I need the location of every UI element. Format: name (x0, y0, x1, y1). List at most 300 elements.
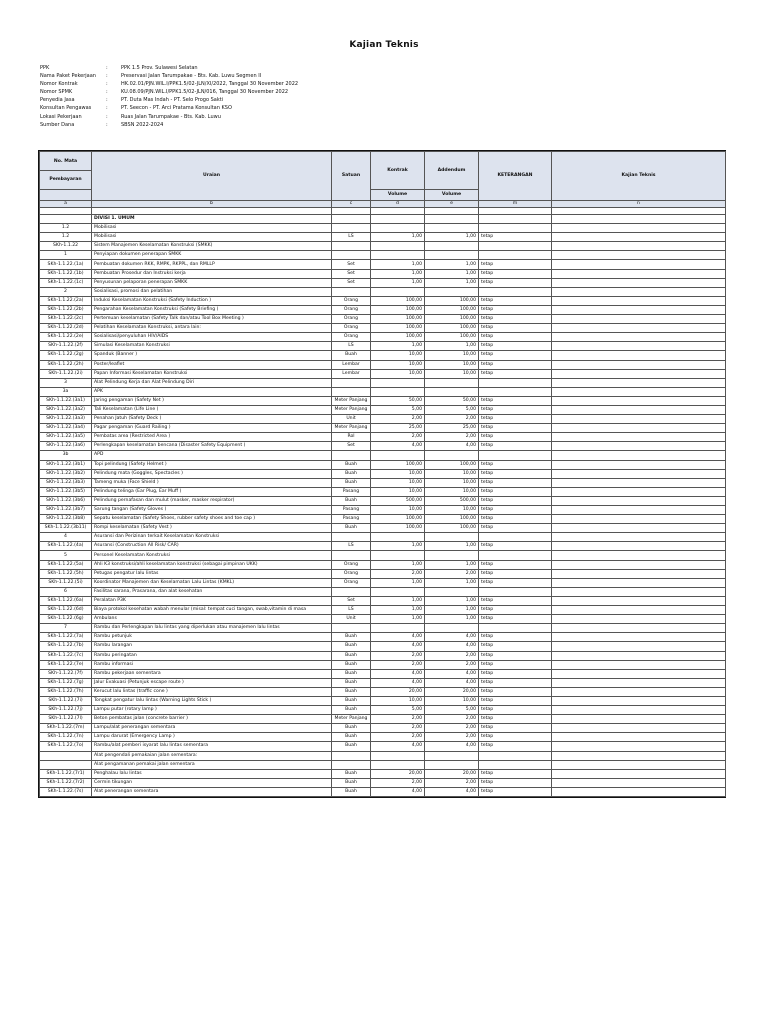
cell-keterangan: tetap (479, 742, 552, 751)
cell-satuan: Buah (332, 660, 371, 669)
cell-volume-addendum: 2,00 (425, 415, 479, 424)
meta-value: PPK 1.5 Prov. Sulawesi Selatan (121, 65, 198, 71)
cell-satuan: Buah (332, 351, 371, 360)
meta-value: HK.02.01/PJN.WIL.I/PPK1.5/02-JLN/XI/2022, Tanggal 30 November 2022 (121, 81, 299, 88)
cell-satuan: Buah (332, 706, 371, 715)
cell-uraian: Mobilisasi (92, 224, 332, 233)
table-row (40, 496, 726, 505)
cell-code: 2 (40, 287, 92, 296)
table-row (40, 342, 726, 351)
cell-code: SKh-1.1.22.(3b1) (40, 460, 92, 469)
cell-volume-kontrak: 2,00 (371, 715, 425, 724)
meta-row (40, 121, 298, 129)
cell-volume-kontrak (371, 551, 425, 560)
project-info (40, 64, 298, 129)
cell-uraian: Penyiapan dokumen penerapan SMKK (92, 251, 332, 260)
cell-volume-addendum: 10,00 (425, 696, 479, 705)
cell-code (40, 751, 92, 760)
cell-satuan: Unit (332, 615, 371, 624)
cell-volume-addendum: 2,00 (425, 715, 479, 724)
cell-code: SKh-1.1.22.(3b2) (40, 469, 92, 478)
cell-volume-addendum: 2,00 (425, 651, 479, 660)
cell-volume-kontrak (371, 215, 425, 224)
table-row (40, 569, 726, 578)
cell-volume-addendum: 100,00 (425, 524, 479, 533)
cell-code: SKh-1.1.22.(7i) (40, 696, 92, 705)
cell-code: SKh-1.1.22.(2c) (40, 315, 92, 324)
cell-volume-addendum: 2,00 (425, 660, 479, 669)
cell-satuan (332, 215, 371, 224)
cell-volume-kontrak: 10,00 (371, 369, 425, 378)
cell-satuan: Orang (332, 296, 371, 305)
cell-volume-kontrak: 2,00 (371, 569, 425, 578)
cell-satuan (332, 587, 371, 596)
cell-keterangan: tetap (479, 696, 552, 705)
cell-volume-addendum: 100,00 (425, 305, 479, 314)
meta-label: PPK (40, 65, 50, 71)
cell-volume-addendum: 20,00 (425, 769, 479, 778)
cell-volume-kontrak: 10,00 (371, 351, 425, 360)
cell-uraian: Peralatan P3K (92, 596, 332, 605)
cell-kajian-teknis (552, 760, 726, 769)
cell-uraian: Alat pengendali pemakaian jalan sementara: (92, 751, 332, 760)
cell-keterangan: tetap (479, 324, 552, 333)
cell-volume-addendum: 4,00 (425, 787, 479, 796)
cell-code: SKh-1.1.22.(7c) (40, 651, 92, 660)
cell-uraian: DIVISI 1. UMUM (92, 215, 332, 224)
cell-keterangan (479, 760, 552, 769)
meta-row (40, 88, 298, 96)
table-row (40, 696, 726, 705)
table-header-row (40, 152, 726, 171)
meta-label: Sumber Dana (40, 121, 75, 128)
cell-code: SKh-1.1.22.(3a3) (40, 415, 92, 424)
cell-satuan: Orang (332, 315, 371, 324)
cell-keterangan: tetap (479, 405, 552, 414)
cell-volume-addendum: 1,00 (425, 542, 479, 551)
cell-satuan: Buah (332, 687, 371, 696)
cell-uraian: Simulasi Keselamatan Konstruksi (92, 342, 332, 351)
cell-volume-kontrak: 20,00 (371, 687, 425, 696)
table-row (40, 487, 726, 496)
cell-kajian-teknis (552, 706, 726, 715)
cell-volume-addendum: 100,00 (425, 324, 479, 333)
cell-satuan: Buah (332, 696, 371, 705)
cell-satuan: Buah (332, 724, 371, 733)
cell-code: SKh-1.1.22.(7n) (40, 733, 92, 742)
cell-volume-addendum: 1,00 (425, 560, 479, 569)
cell-kajian-teknis (552, 678, 726, 687)
cell-satuan: LS (332, 542, 371, 551)
cell-uraian: Rambu peringatan (92, 651, 332, 660)
cell-kajian-teknis (552, 515, 726, 524)
cell-keterangan (479, 587, 552, 596)
table-row (40, 251, 726, 260)
cell-uraian: Perlengkapan keselamatan bencana (Disaster Safety Equipment ) (92, 442, 332, 451)
cell-satuan: Buah (332, 496, 371, 505)
cell-satuan: Meter Panjang (332, 424, 371, 433)
cell-code: SKh-1.1.22.(3b11) (40, 524, 92, 533)
cell-keterangan: tetap (479, 342, 552, 351)
cell-satuan: Orang (332, 569, 371, 578)
cell-kajian-teknis (552, 233, 726, 242)
cell-uraian: Pengarahan Keselamatan Konstruksi (Safety Briefing ) (92, 305, 332, 314)
cell-keterangan: tetap (479, 660, 552, 669)
cell-code: SKh-1.1.22.(7g) (40, 678, 92, 687)
table-row (40, 633, 726, 642)
cell-code: 5 (40, 551, 92, 560)
cell-kajian-teknis (552, 278, 726, 287)
cell-volume-addendum: 4,00 (425, 442, 479, 451)
table-row (40, 469, 726, 478)
meta-row (40, 80, 298, 88)
meta-colon: : (106, 81, 108, 88)
cell-keterangan: tetap (479, 778, 552, 787)
cell-code: SKh-1.1.22.(2e) (40, 333, 92, 342)
cell-code: 6 (40, 587, 92, 596)
cell-uraian: Pagar pengaman (Guard Railing ) (92, 424, 332, 433)
cell-code (40, 215, 92, 224)
cell-kajian-teknis (552, 778, 726, 787)
cell-kajian-teknis (552, 260, 726, 269)
cell-satuan: Buah (332, 469, 371, 478)
document-title: Kajian Teknis (349, 40, 419, 50)
cell-uraian: Ahli K3 konstruksi/ahli keselamatan konstruksi (sebagai pimpinan UKK) (92, 560, 332, 569)
cell-keterangan: tetap (479, 469, 552, 478)
cell-kajian-teknis (552, 696, 726, 705)
cell-volume-kontrak: 1,00 (371, 269, 425, 278)
cell-satuan (332, 242, 371, 251)
table-row (40, 787, 726, 796)
cell-volume-addendum (425, 451, 479, 460)
cell-volume-addendum: 4,00 (425, 678, 479, 687)
cell-satuan (332, 287, 371, 296)
table-row (40, 551, 726, 560)
table-row (40, 751, 726, 760)
table-row (40, 642, 726, 651)
cell-kajian-teknis (552, 433, 726, 442)
cell-uraian: Alat Pelindung Kerja dan Alat Pelindung Diri (92, 378, 332, 387)
meta-row (40, 64, 298, 72)
table-row (40, 524, 726, 533)
cell-code: SKh-1.1.22.(2b) (40, 305, 92, 314)
cell-volume-kontrak: 1,00 (371, 542, 425, 551)
table-row (40, 296, 726, 305)
table-row (40, 678, 726, 687)
cell-satuan (332, 251, 371, 260)
cell-kajian-teknis (552, 606, 726, 615)
cell-keterangan (479, 287, 552, 296)
table-row (40, 215, 726, 224)
cell-keterangan: tetap (479, 333, 552, 342)
col-header-uraian: Uraian (92, 152, 332, 201)
cell-volume-kontrak (371, 242, 425, 251)
cell-keterangan: tetap (479, 524, 552, 533)
cell-uraian: Beton pembatas jalan (concrete barrier ) (92, 715, 332, 724)
cell-volume-addendum: 1,00 (425, 278, 479, 287)
table-row (40, 242, 726, 251)
cell-uraian: Personel Keselamatan Konstruksi (92, 551, 332, 560)
cell-satuan (332, 387, 371, 396)
cell-volume-addendum (425, 378, 479, 387)
cell-satuan: Pasang (332, 515, 371, 524)
cell-kajian-teknis (552, 287, 726, 296)
cell-code: SKh-1.1.22.(2i) (40, 369, 92, 378)
table-row (40, 578, 726, 587)
meta-label: Nama Paket Pekerjaan (40, 73, 96, 80)
cell-code: SKh-1.1.22.(7h) (40, 687, 92, 696)
cell-keterangan: tetap (479, 360, 552, 369)
cell-code: SKh-1.1.22 (40, 242, 92, 251)
cell-volume-kontrak (371, 533, 425, 542)
cell-code: SKh-1.1.22.(3b8) (40, 515, 92, 524)
cell-keterangan: tetap (479, 396, 552, 405)
table-row (40, 651, 726, 660)
table-row (40, 451, 726, 460)
cell-kajian-teknis (552, 751, 726, 760)
cell-volume-kontrak (371, 751, 425, 760)
table-row (40, 515, 726, 524)
cell-volume-addendum: 5,00 (425, 706, 479, 715)
cell-satuan (332, 451, 371, 460)
cell-kajian-teknis (552, 242, 726, 251)
table-row (40, 333, 726, 342)
cell-keterangan: tetap (479, 233, 552, 242)
cell-volume-kontrak: 1,00 (371, 606, 425, 615)
cell-kajian-teknis (552, 587, 726, 596)
cell-volume-addendum: 2,00 (425, 778, 479, 787)
col-header-volume-kontrak: Volume (371, 190, 425, 201)
cell-keterangan: tetap (479, 496, 552, 505)
cell-keterangan: tetap (479, 715, 552, 724)
col-header-satuan: Satuan (332, 152, 371, 201)
cell-keterangan: tetap (479, 687, 552, 696)
cell-volume-addendum: 2,00 (425, 569, 479, 578)
cell-volume-kontrak: 100,00 (371, 324, 425, 333)
cell-satuan: LS (332, 342, 371, 351)
cell-uraian: Asuransi (Construction All Risk/ CAR) (92, 542, 332, 551)
cell-keterangan: tetap (479, 478, 552, 487)
cell-volume-kontrak: 50,00 (371, 396, 425, 405)
cell-kajian-teknis (552, 615, 726, 624)
cell-code: SKh-1.1.22.(2a) (40, 296, 92, 305)
cell-satuan: Set (332, 260, 371, 269)
cell-volume-kontrak: 1,00 (371, 578, 425, 587)
cell-keterangan: tetap (479, 442, 552, 451)
cell-code: 3b (40, 451, 92, 460)
cell-uraian: Rambu petunjuk (92, 633, 332, 642)
meta-value: Preservasi Jalan Tarumpakae - Bts. Kab. Luwu Segmen II (121, 73, 262, 80)
cell-code: SKh-1.1.22.(2h) (40, 360, 92, 369)
cell-satuan: Meter Panjang (332, 405, 371, 414)
cell-volume-kontrak: 500,00 (371, 496, 425, 505)
col-header-no-mata: No. Mata (40, 152, 92, 171)
cell-uraian: Sepatu keselamatan (Safety Shoes, rubber safety shoes and toe cap ) (92, 515, 332, 524)
cell-volume-kontrak: 100,00 (371, 524, 425, 533)
cell-volume-addendum (425, 251, 479, 260)
spacer-row (40, 208, 726, 215)
cell-volume-kontrak (371, 587, 425, 596)
cell-volume-addendum: 4,00 (425, 642, 479, 651)
cell-satuan (332, 760, 371, 769)
cell-volume-addendum: 50,00 (425, 396, 479, 405)
cell-keterangan (479, 378, 552, 387)
cell-volume-kontrak: 2,00 (371, 415, 425, 424)
cell-kajian-teknis (552, 496, 726, 505)
col-letter: d (371, 201, 425, 208)
cell-uraian: Penghalau lalu lintas (92, 769, 332, 778)
cell-satuan: Lembar (332, 369, 371, 378)
cell-kajian-teknis (552, 769, 726, 778)
cell-uraian: Tongkat pengatur lalu lintas (Warning Lights Stick ) (92, 696, 332, 705)
cell-keterangan: tetap (479, 351, 552, 360)
cell-keterangan: tetap (479, 487, 552, 496)
cell-uraian: Biaya protokol kesehatan wabah menular (misal: tempat cuci tangan, swab,vitamin di masa (92, 606, 332, 615)
cell-code: 4 (40, 533, 92, 542)
cell-volume-kontrak: 10,00 (371, 487, 425, 496)
cell-code: 3 (40, 378, 92, 387)
table-row (40, 433, 726, 442)
col-header-kontrak: Kontrak (371, 152, 425, 190)
table-row (40, 596, 726, 605)
cell-kajian-teknis (552, 342, 726, 351)
cell-code: SKh-1.1.22.(3a1) (40, 396, 92, 405)
cell-satuan: LS (332, 606, 371, 615)
cell-satuan: Pasang (332, 506, 371, 515)
col-header-blank (40, 190, 92, 201)
column-letters-row (40, 201, 726, 208)
cell-volume-kontrak (371, 624, 425, 633)
cell-uraian: Penahan Jatuh (Safety Deck ) (92, 415, 332, 424)
table-row (40, 378, 726, 387)
cell-volume-addendum: 100,00 (425, 515, 479, 524)
cell-volume-addendum (425, 387, 479, 396)
cell-keterangan: tetap (479, 506, 552, 515)
cell-satuan: Rol (332, 433, 371, 442)
cell-satuan (332, 533, 371, 542)
cell-code: SKh-1.1.22.(6d) (40, 606, 92, 615)
cell-code: SKh-1.1.22.(2g) (40, 351, 92, 360)
cell-code: SKh-1.1.22.(1c) (40, 278, 92, 287)
cell-satuan: Set (332, 269, 371, 278)
cell-code: 1 (40, 251, 92, 260)
cell-satuan: Pasang (332, 487, 371, 496)
cell-keterangan: tetap (479, 615, 552, 624)
cell-kajian-teknis (552, 224, 726, 233)
meta-row (40, 113, 298, 121)
cell-satuan: Buah (332, 733, 371, 742)
cell-volume-kontrak: 100,00 (371, 315, 425, 324)
cell-code: SKh-1.1.22.(3a2) (40, 405, 92, 414)
cell-satuan (332, 551, 371, 560)
cell-volume-addendum: 1,00 (425, 615, 479, 624)
cell-satuan: Buah (332, 778, 371, 787)
cell-volume-kontrak: 5,00 (371, 706, 425, 715)
cell-kajian-teknis (552, 624, 726, 633)
table-row (40, 769, 726, 778)
cell-kajian-teknis (552, 378, 726, 387)
cell-code: SKh-1.1.22.(2d) (40, 324, 92, 333)
cell-kajian-teknis (552, 633, 726, 642)
cell-volume-kontrak: 4,00 (371, 787, 425, 796)
table-row (40, 778, 726, 787)
col-header-pembayaran: Pembayaran (40, 171, 92, 190)
cell-volume-kontrak (371, 760, 425, 769)
table-row (40, 533, 726, 542)
cell-volume-kontrak: 2,00 (371, 651, 425, 660)
cell-volume-addendum: 1,00 (425, 269, 479, 278)
cell-keterangan (479, 251, 552, 260)
cell-volume-addendum: 10,00 (425, 506, 479, 515)
cell-keterangan (479, 624, 552, 633)
table-row (40, 760, 726, 769)
table-row (40, 315, 726, 324)
cell-uraian: Alat pengamanan pemakai jalan sementara (92, 760, 332, 769)
cell-code: SKh-1.1.22.(4a) (40, 542, 92, 551)
cell-keterangan: tetap (479, 278, 552, 287)
cell-uraian: Kerucut lalu lintas (traffic cone ) (92, 687, 332, 696)
cell-keterangan: tetap (479, 315, 552, 324)
cell-satuan (332, 378, 371, 387)
cell-keterangan (479, 215, 552, 224)
cell-volume-addendum (425, 751, 479, 760)
meta-colon: : (106, 97, 108, 104)
cell-kajian-teknis (552, 487, 726, 496)
cell-kajian-teknis (552, 305, 726, 314)
cell-uraian: Pelindung pernafasan dan mulut (masker, masker respirator) (92, 496, 332, 505)
cell-satuan (332, 624, 371, 633)
cell-keterangan (479, 224, 552, 233)
cell-volume-addendum (425, 287, 479, 296)
cell-kajian-teknis (552, 478, 726, 487)
cell-keterangan: tetap (479, 596, 552, 605)
meta-colon: : (106, 89, 108, 96)
table-row (40, 660, 726, 669)
cell-code: SKh-1.1.22.(5h) (40, 569, 92, 578)
col-header-volume-addendum: Volume (425, 190, 479, 201)
cell-volume-kontrak: 100,00 (371, 305, 425, 314)
cell-volume-kontrak: 4,00 (371, 669, 425, 678)
cell-keterangan: tetap (479, 578, 552, 587)
cell-code: SKh-1.1.22.(7e) (40, 660, 92, 669)
cell-keterangan: tetap (479, 724, 552, 733)
cell-uraian: Papan Informasi Keselamatan Konstruksi (92, 369, 332, 378)
cell-kajian-teknis (552, 396, 726, 405)
cell-uraian: Fasilitas sarana, Prasarana, dan alat kesehatan (92, 587, 332, 596)
meta-label: Nomor SPMK (40, 89, 73, 96)
table-row (40, 405, 726, 414)
cell-kajian-teknis (552, 269, 726, 278)
cell-volume-addendum (425, 533, 479, 542)
cell-code: 1.2 (40, 224, 92, 233)
cell-uraian: Alat penerangan sementara (92, 787, 332, 796)
cell-kajian-teknis (552, 415, 726, 424)
table-row (40, 287, 726, 296)
cell-kajian-teknis (552, 669, 726, 678)
cell-volume-kontrak: 20,00 (371, 769, 425, 778)
cell-satuan: Orang (332, 324, 371, 333)
col-letter: a (40, 201, 92, 208)
cell-uraian: Asuransi dan Perizinan terkait Keselamatan Konstruksi (92, 533, 332, 542)
cell-keterangan: tetap (479, 433, 552, 442)
cell-uraian: Jaring pengaman (Safety Net ) (92, 396, 332, 405)
cell-uraian: Jalur Evakuasi (Petunjuk escape route ) (92, 678, 332, 687)
cell-volume-kontrak: 1,00 (371, 615, 425, 624)
cell-satuan: Buah (332, 769, 371, 778)
cell-satuan: Buah (332, 669, 371, 678)
cell-volume-kontrak: 1,00 (371, 342, 425, 351)
cell-kajian-teknis (552, 687, 726, 696)
